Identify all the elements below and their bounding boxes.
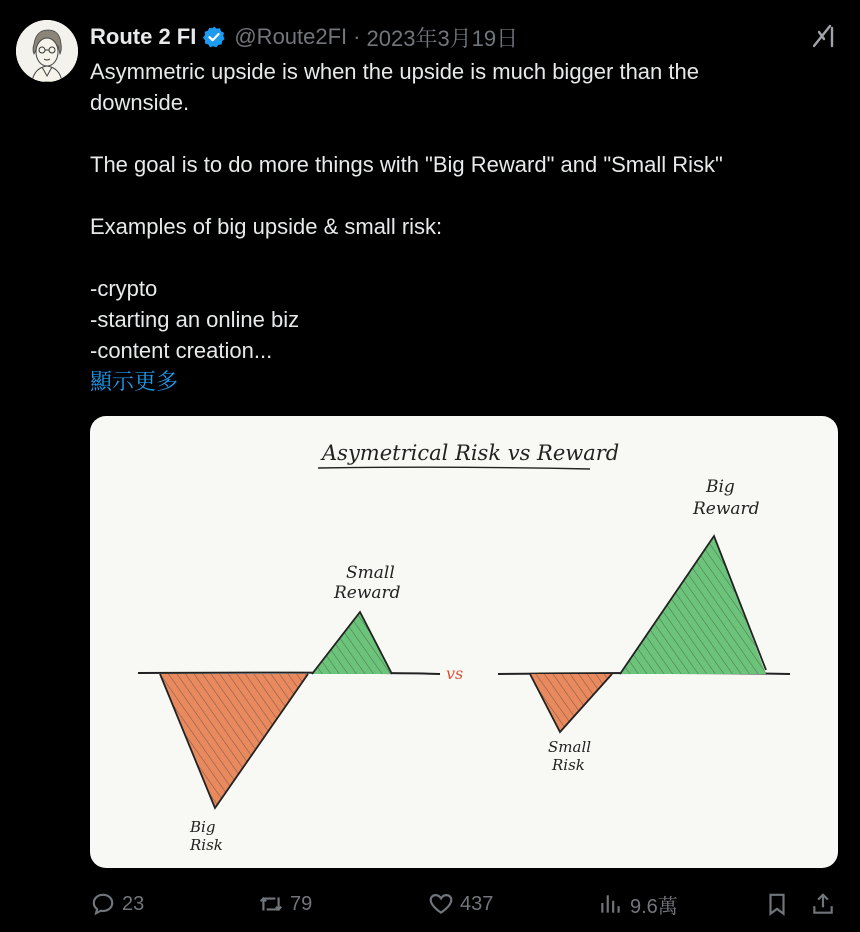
views-chart-icon (598, 891, 624, 917)
tweet-text-gap (90, 242, 790, 273)
right-risk-label-1: Small (548, 738, 592, 756)
author-display-name[interactable]: Route 2 FI (90, 24, 197, 49)
views-button[interactable] (598, 886, 678, 922)
show-more-link[interactable]: 顯示更多 (90, 369, 179, 394)
image-title: Asymetrical Risk vs Reward (322, 441, 620, 465)
avatar[interactable] (16, 20, 78, 82)
like-count: 437 (460, 892, 494, 915)
left-reward-label-2: Reward (334, 583, 401, 603)
repost-icon (258, 891, 284, 917)
tweet-text-line: -starting an online biz (90, 307, 300, 332)
repost-button[interactable] (258, 886, 312, 922)
share-icon (810, 891, 836, 917)
right-reward-label-2: Reward (693, 499, 760, 519)
tweet-header (90, 22, 518, 52)
left-reward-label-1: Small (346, 563, 395, 583)
bookmark-icon (764, 891, 790, 917)
tweet-text-line: Examples of big upside & small risk: (90, 214, 443, 239)
right-reward-label-1: Big (706, 477, 735, 497)
like-button[interactable] (428, 886, 493, 922)
tweet-actions (90, 886, 838, 922)
left-risk-label-1: Big (190, 818, 216, 836)
header-separator: · (353, 24, 361, 49)
vs-label: vs (446, 664, 464, 683)
share-button[interactable] (810, 886, 842, 922)
reply-count: 23 (122, 892, 145, 915)
repost-count: 79 (290, 892, 313, 915)
tweet-text-line: The goal is to do more things with "Big Reward" and "Small Risk" (90, 152, 723, 177)
reply-button[interactable] (90, 886, 144, 922)
tweet-text-line: -content creation... (90, 338, 273, 363)
tweet-text-gap (90, 180, 790, 211)
tweet-date[interactable]: 2023年3月19日 (366, 25, 519, 51)
reply-icon (90, 891, 116, 917)
verified-badge-icon (202, 25, 226, 49)
tweet-text-line: Asymmetric upside is when the upside is much bigger than the downside. (90, 59, 699, 115)
tweet-image[interactable] (90, 416, 838, 868)
left-risk-label-2: Risk (190, 836, 223, 854)
tweet-text (90, 56, 790, 397)
right-risk-label-2: Risk (552, 756, 585, 774)
bookmark-button[interactable] (764, 886, 796, 922)
heart-icon (428, 891, 454, 917)
tweet-text-line: -crypto (90, 276, 158, 301)
view-count: 9.6萬 (630, 895, 678, 918)
tweet-text-gap (90, 118, 790, 149)
risk-reward-sketch (90, 416, 838, 868)
author-handle[interactable]: @Route2FI (234, 24, 348, 49)
grok-icon[interactable] (810, 22, 838, 50)
avatar-portrait-icon (16, 20, 78, 82)
